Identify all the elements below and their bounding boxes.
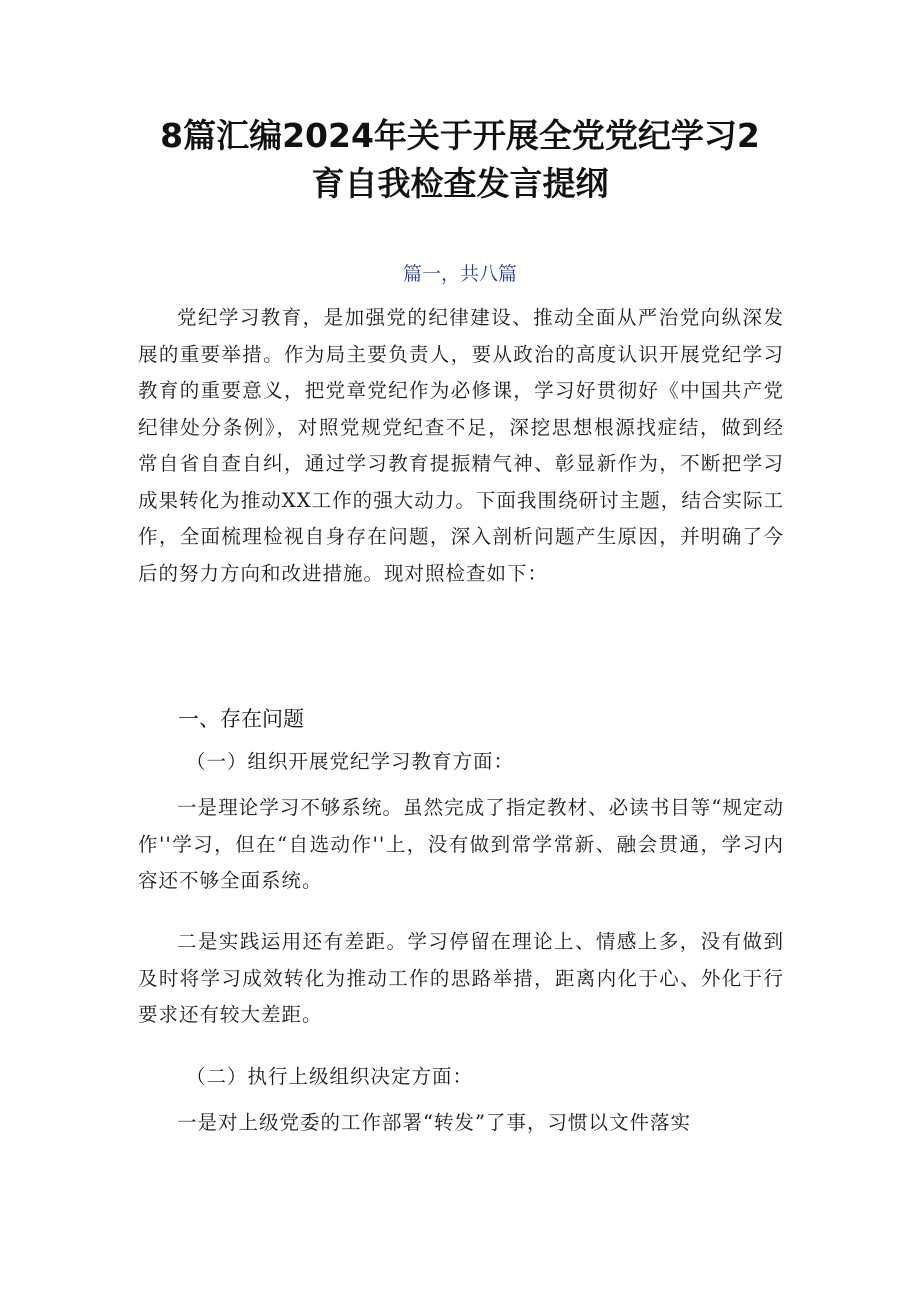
article-subtitle: 篇一，共八篇 [402, 263, 517, 285]
title-line-2: 育自我检查发言提纲 [311, 164, 609, 203]
document-title [100, 112, 820, 208]
section-heading-problems: 一、存在问题 [178, 707, 304, 731]
paragraph-practice: 二是实践运用还有差距。学习停留在理论上、情感上多，没有做到及时将学习成效转化为推动工作的思路举措，距离内化于心、外化于行要求还有较大差距。 [138, 930, 784, 1026]
intro-paragraph: 党纪学习教育，是加强党的纪律建设、推动全面从严治党向纵深发展的重要举措。作为局主要负责人，要从政治的高度认识开展党纪学习教育的重要意义，把党章党纪作为必修课，学习好贯彻好《中国共产党纪律处分条例》，对照党规党纪查不足，深挖思想根源找症结，做到经常自省自查自纠，通过学习教育提振精气神、彰显新作为，不断把学习成果转化为推动XX工作的强大动力。下面我围绕研讨主题，结合实际工作，全面梳理检视自身存在问题，深入剖析问题产生原因，并明确了今后的努力方向和改进措施。现对照检查如下： [138, 306, 784, 585]
subsection-heading-1: （一）组织开展党纪学习教育方面： [186, 750, 515, 773]
paragraph-forwarding: 一是对上级党委的工作部署“转发”了事，习惯以文件落实 [177, 1111, 691, 1134]
title-line-1: 8篇汇编2024年关于开展全党党纪学习2 [160, 116, 760, 155]
subsection-heading-2: （二）执行上级组织决定方面： [186, 1065, 474, 1088]
paragraph-theory-study: 一是理论学习不够系统。虽然完成了指定教材、必读书目等“规定动作''学习，但在“自选动作''上，没有做到常学常新、融会贯通，学习内容还不够全面系统。 [138, 796, 784, 892]
